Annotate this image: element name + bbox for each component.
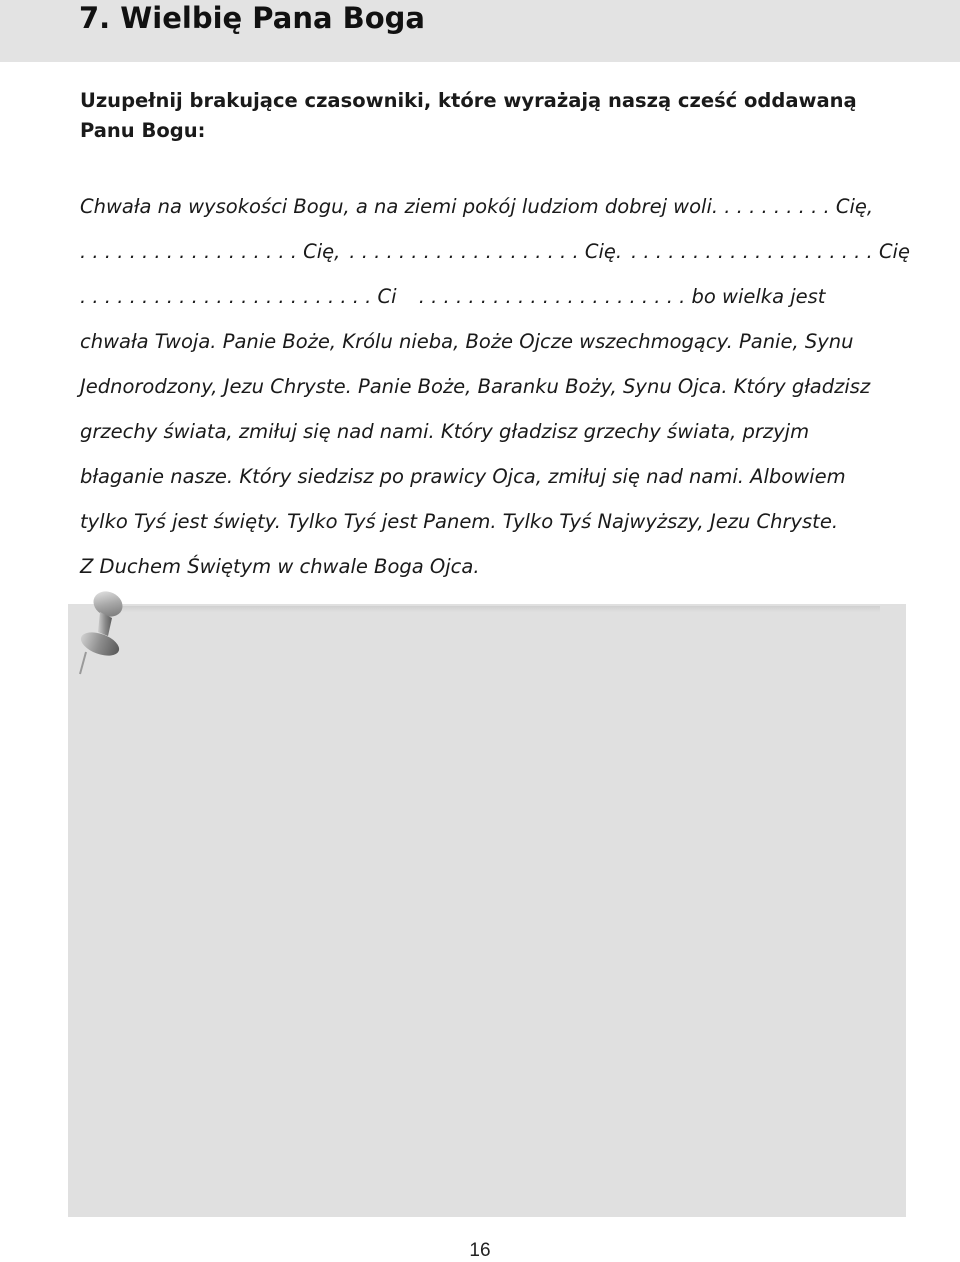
blank-bo-wielka-jest: . . . . . . . . . . . . . . . . . . . . . . bo wielka jest [418, 285, 826, 308]
notes-area [68, 604, 906, 1217]
blank-cie-3: . . . . . . . . . . . . . . . . . . . . Cię [631, 240, 910, 263]
blank-cie-2: . . . . . . . . . . . . . . . . . . . Cię. [349, 240, 623, 263]
page-title: 7. Wielbię Pana Boga [79, 1, 426, 35]
notes-area-top-edge [100, 606, 880, 612]
exercise-line-8: tylko Tyś jest święty. Tylko Tyś jest Panem. Tylko Tyś Najwyższy, Jezu Chryste. [80, 510, 839, 533]
exercise-line-6: grzechy świata, zmiłuj się nad nami. Który gładzisz grzechy świata, przyjm [80, 420, 810, 443]
exercise-line-3 [80, 277, 910, 322]
page-number: 16 [469, 1240, 491, 1261]
exercise-line-7: błaganie nasze. Który siedzisz po prawicy Ojca, zmiłuj się nad nami. Albowiem [80, 465, 846, 488]
exercise-line-4: chwała Twoja. Panie Boże, Królu nieba, Boże Ojcze wszechmogący. Panie, Synu [80, 330, 854, 353]
exercise-text [80, 187, 910, 592]
exercise-line-9: Z Duchem Świętym w chwale Boga Ojca. [80, 555, 480, 578]
exercise-line-2 [80, 232, 910, 277]
exercise-instruction: Uzupełnij brakujące czasowniki, które wyrażają naszą cześć oddawaną Panu Bogu: [80, 89, 857, 142]
blank-ci: . . . . . . . . . . . . . . . . . . . . . . . . Ci [80, 285, 397, 308]
exercise-line-5: Jednorodzony, Jezu Chryste. Panie Boże, Baranku Boży, Synu Ojca. Który gładzisz [80, 375, 871, 398]
pushpin-icon [72, 586, 132, 678]
title-bar [0, 0, 960, 62]
blank-cie-1: . . . . . . . . . . . . . . . . . . Cię, [80, 240, 341, 263]
exercise-line-1: Chwała na wysokości Bogu, a na ziemi pokój ludziom dobrej woli. . . . . . . . . . Cię, [80, 195, 874, 218]
